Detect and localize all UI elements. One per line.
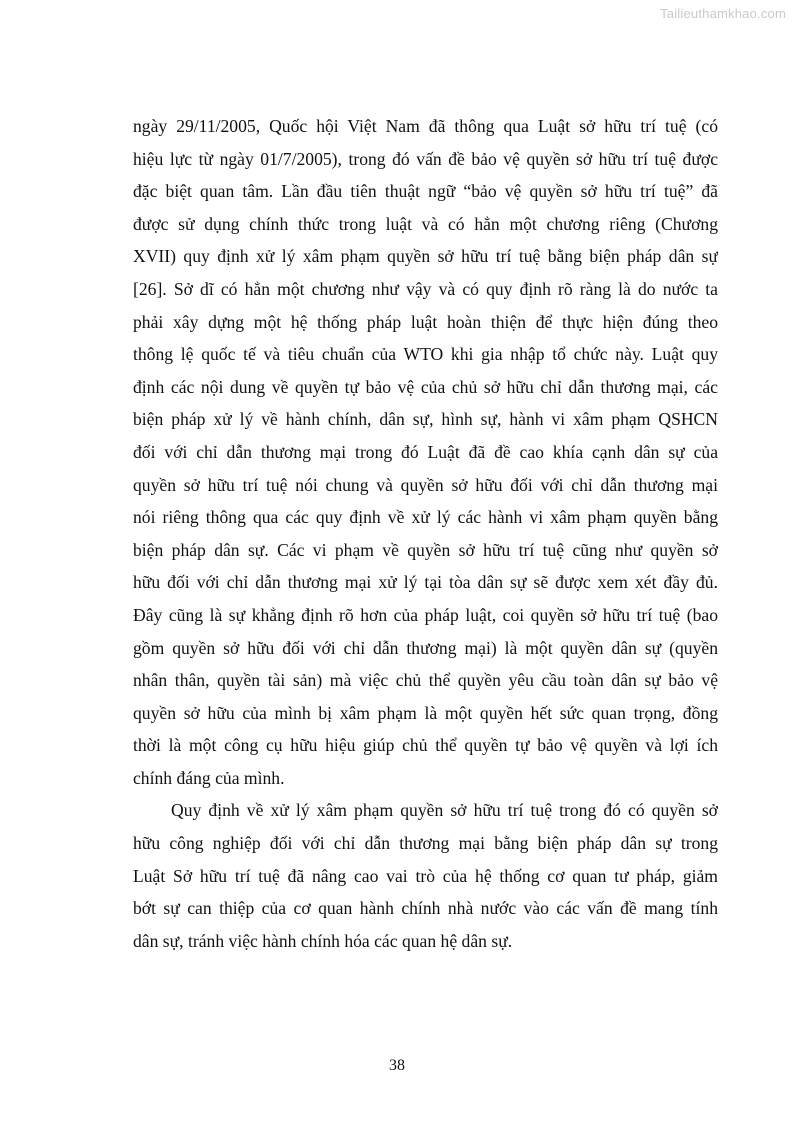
paragraph-2	[133, 794, 718, 957]
text-line: Quy định về xử lý xâm phạm quyền sở hữu trí tuệ trong đó có quyền sở	[171, 800, 718, 821]
text-line: hiệu lực từ ngày 01/7/2005), trong đó vấn đề bảo vệ quyền sở hữu trí tuệ được	[133, 148, 718, 169]
paragraph-1	[133, 110, 718, 794]
text-line: chính đáng của mình.	[133, 767, 285, 788]
text-line: đối với chỉ dẫn thương mại trong đó Luật đã đề cao khía cạnh dân sự của	[133, 441, 718, 462]
text-line: hữu đối với chỉ dẫn thương mại xử lý tại tòa dân sự sẽ được xem xét đầy đủ.	[133, 572, 718, 593]
text-line: bớt sự can thiệp của cơ quan hành chính nhà nước vào các vấn đề mang tính	[133, 898, 718, 919]
text-line: được sử dụng chính thức trong luật và có hẳn một chương riêng (Chương	[133, 213, 718, 234]
text-line: quyền sở hữu trí tuệ nói chung và quyền sở hữu đối với chỉ dẫn thương mại	[133, 474, 718, 495]
text-line: biện pháp dân sự. Các vi phạm về quyền sở hữu trí tuệ cũng như quyền sở	[133, 539, 718, 560]
watermark: Tailieuthamkhao.com	[660, 6, 786, 21]
document-body	[133, 110, 718, 957]
page-number: 38	[389, 1057, 405, 1074]
text-line: định các nội dung về quyền tự bảo vệ của chủ sở hữu chỉ dẫn thương mại, các	[133, 376, 718, 397]
text-line: hữu công nghiệp đối với chỉ dẫn thương mại bằng biện pháp dân sự trong	[133, 833, 718, 854]
text-line: gồm quyền sở hữu đối với chỉ dẫn thương mại) là một quyền dân sự (quyền	[133, 637, 718, 658]
text-line: Luật Sở hữu trí tuệ đã nâng cao vai trò của hệ thống cơ quan tư pháp, giảm	[133, 865, 718, 886]
text-line: XVII) quy định xử lý xâm phạm quyền sở hữu trí tuệ bằng biện pháp dân sự	[133, 246, 718, 267]
text-line: Đây cũng là sự khẳng định rõ hơn của pháp luật, coi quyền sở hữu trí tuệ (bao	[133, 604, 718, 625]
text-line: nói riêng thông qua các quy định về xử lý các hành vi xâm phạm quyền bằng	[133, 507, 718, 528]
text-line: dân sự, tránh việc hành chính hóa các quan hệ dân sự.	[133, 930, 513, 951]
text-line: nhân thân, quyền tài sản) mà việc chủ thể quyền yêu cầu toàn dân sự bảo vệ	[133, 670, 718, 691]
text-line: đặc biệt quan tâm. Lần đầu tiên thuật ngữ “bảo vệ quyền sở hữu trí tuệ” đã	[133, 181, 718, 202]
text-line: quyền sở hữu của mình bị xâm phạm là một quyền hết sức quan trọng, đồng	[133, 702, 718, 723]
text-line: thông lệ quốc tế và tiêu chuẩn của WTO khi gia nhập tổ chức này. Luật quy	[133, 344, 718, 365]
text-line: ngày 29/11/2005, Quốc hội Việt Nam đã thông qua Luật sở hữu trí tuệ (có	[133, 116, 718, 136]
text-line: [26]. Sở dĩ có hẳn một chương như vậy và có quy định rõ ràng là do nước ta	[133, 278, 718, 299]
text-line: biện pháp xử lý về hành chính, dân sự, hình sự, hành vi xâm phạm QSHCN	[133, 409, 718, 430]
text-line: phải xây dựng một hệ thống pháp luật hoàn thiện để thực hiện đúng theo	[133, 311, 718, 332]
text-line: thời là một công cụ hữu hiệu giúp chủ thể quyền tự bảo vệ quyền và lợi ích	[133, 735, 718, 756]
